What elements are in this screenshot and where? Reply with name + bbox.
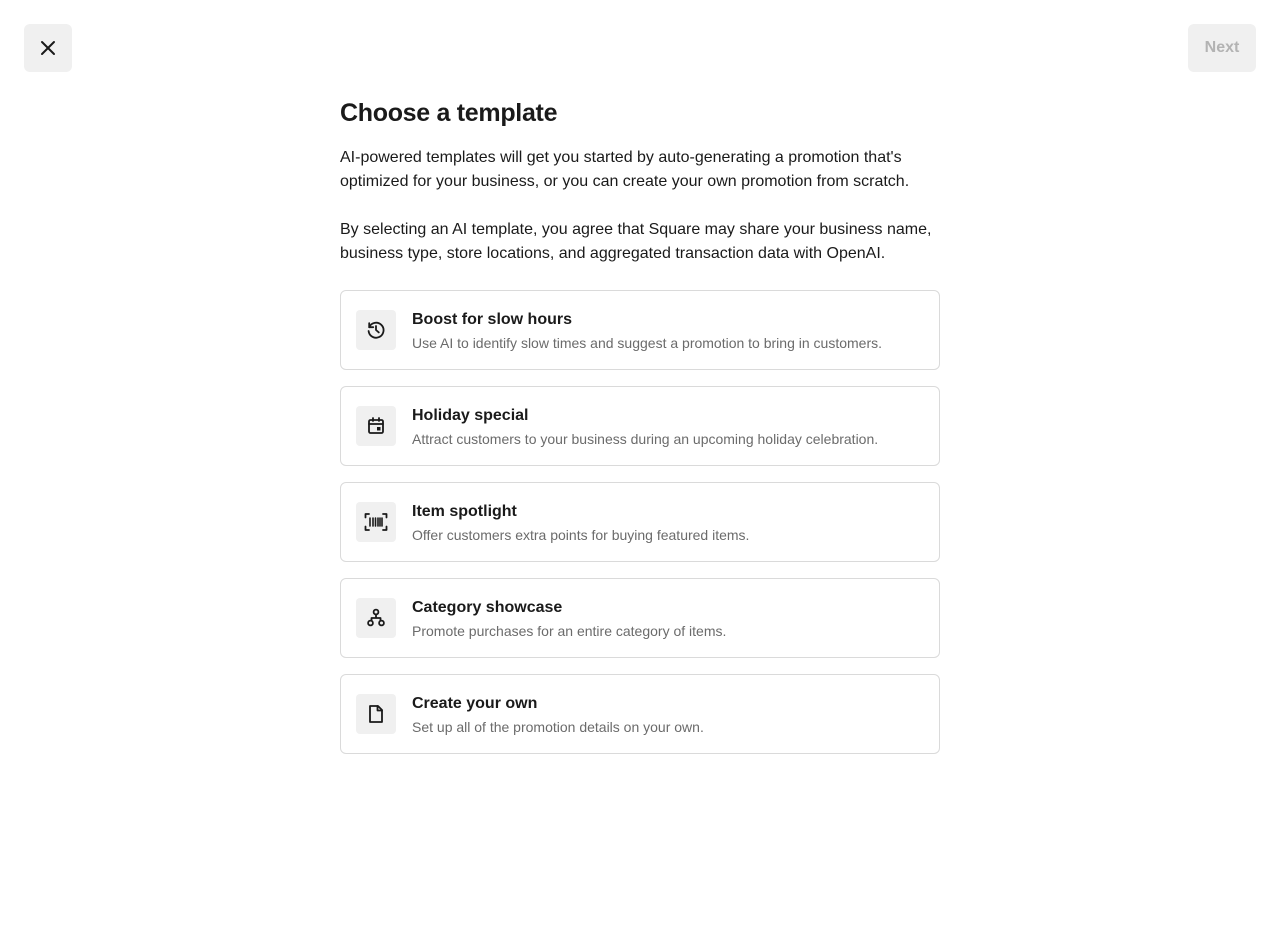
- template-card-category-showcase[interactable]: [340, 578, 940, 658]
- page-title: Choose a template: [340, 99, 558, 127]
- template-icon-tile: [356, 310, 396, 350]
- calendar-icon: [366, 416, 386, 436]
- clock-history-icon: [366, 320, 386, 340]
- next-button[interactable]: Next: [1188, 24, 1256, 72]
- template-description: Use AI to identify slow times and suggest a promotion to bring in customers.: [412, 334, 883, 351]
- template-title: Category showcase: [412, 598, 563, 616]
- template-title: Holiday special: [412, 406, 529, 424]
- template-icon-tile: [356, 694, 396, 734]
- template-title: Boost for slow hours: [412, 310, 572, 328]
- template-icon-tile: [356, 406, 396, 446]
- close-button[interactable]: [24, 24, 72, 72]
- template-title: Item spotlight: [412, 502, 517, 520]
- template-icon-tile: [356, 598, 396, 638]
- template-card-holiday-special[interactable]: [340, 386, 940, 466]
- template-description: Set up all of the promotion details on your own.: [412, 718, 704, 735]
- template-icon-tile: [356, 502, 396, 542]
- intro-text: AI-powered templates will get you started by auto-generating a promotion that's optimized for your business, or you can create your own promotion from scratch.: [340, 149, 910, 190]
- template-description: Offer customers extra points for buying featured items.: [412, 526, 750, 543]
- category-tree-icon: [366, 608, 386, 628]
- template-description: Attract customers to your business during an upcoming holiday celebration.: [412, 430, 879, 447]
- template-title: Create your own: [412, 694, 538, 712]
- main-content: [340, 96, 940, 754]
- disclaimer-text: By selecting an AI template, you agree that Square may share your business name, business type, store locations, and aggregated transaction data with OpenAI.: [340, 221, 932, 262]
- template-card-item-spotlight[interactable]: [340, 482, 940, 562]
- template-card-create-your-own[interactable]: [340, 674, 940, 754]
- barcode-scan-icon: [364, 512, 388, 532]
- template-list: [340, 290, 940, 754]
- close-icon: [40, 40, 56, 56]
- document-icon: [366, 704, 386, 724]
- template-description: Promote purchases for an entire category of items.: [412, 622, 727, 639]
- template-card-boost-slow-hours[interactable]: [340, 290, 940, 370]
